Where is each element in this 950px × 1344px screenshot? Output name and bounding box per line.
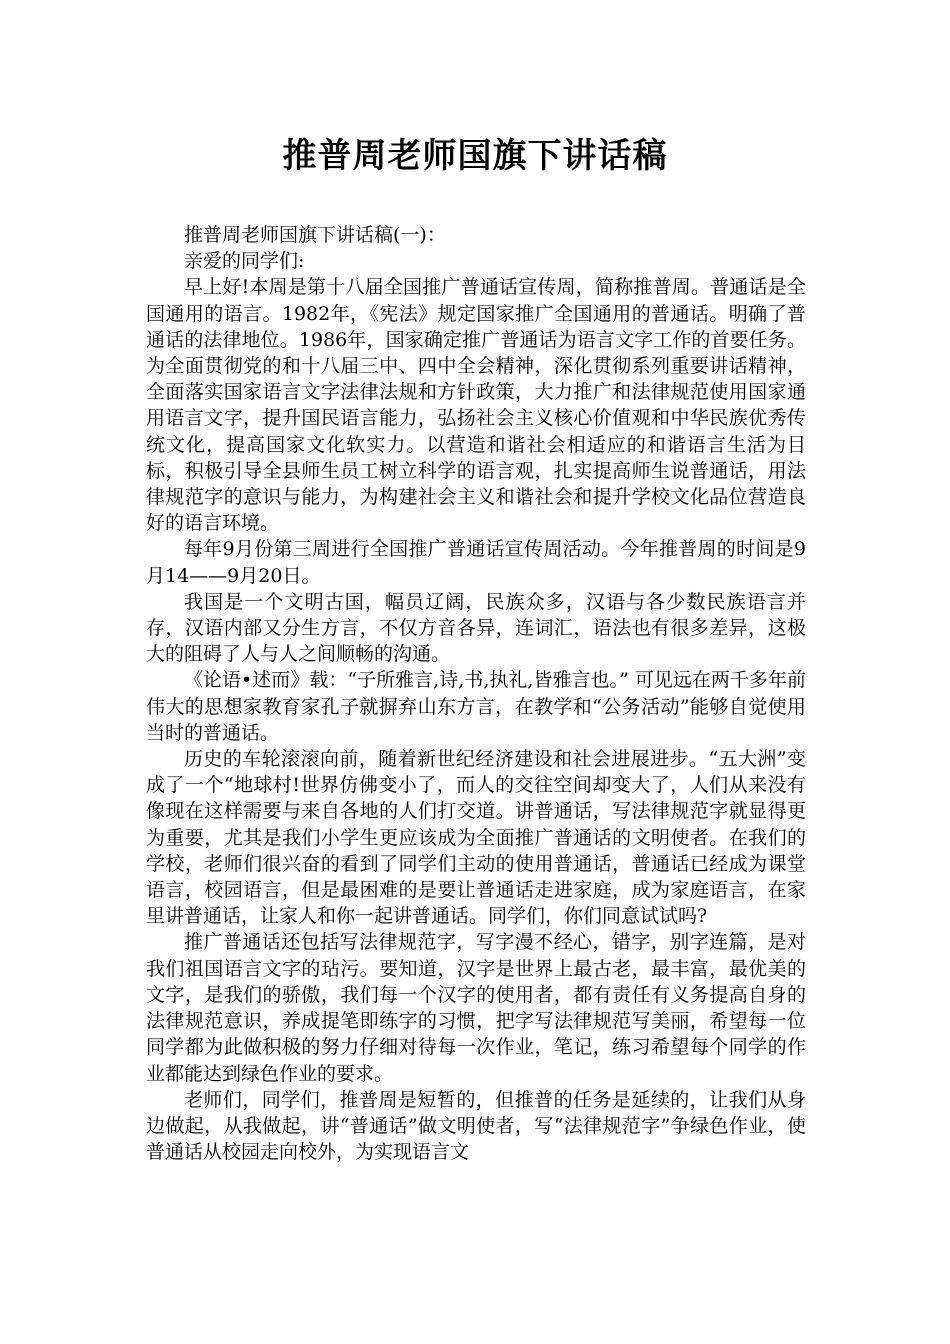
document-body — [146, 222, 806, 1165]
paragraph-salutation: 亲爱的同学们: — [184, 250, 305, 273]
paragraph: 我国是一个文明古国，幅员辽阔，民族众多，汉语与各少数民族语言并存，汉语内部又分生方言，不仅方音各异，连词汇，语法也有很多差异，这极大的阻碍了人与人之间顺畅的沟通。 — [146, 590, 806, 666]
paragraph: 历史的车轮滚滚向前，随着新世纪经济建设和社会进展进步。“五大洲”变成了一个“地球村!世界仿佛变小了，而人的交往空间却变大了，人们从来没有像现在这样需要与来自各地的人们打交道。讲普通话，写法律规范字就显得更为重要，尤其是我们小学生更应该成为全面推广普通话的文明使者。在我们的学校，老师们很兴奋的看到了同学们主动的使用普通话，普通话已经成为课堂语言，校园语言，但是最困难的是要让普通话走进家庭，成为家庭语言，在家里讲普通话，让家人和你一起讲普通话。同学们，你们同意试试吗? — [146, 748, 806, 928]
paragraph: 早上好!本周是第十八届全国推广普通话宣传周，简称推普周。普通话是全国通用的语言。1982年，《宪法》规定国家推广全国通用的普通话。明确了普通话的法律地位。1986年，国家确定推广普通话为语言文字工作的首要任务。为全面贯彻党的和十八届三中、四中全会精神，深化贯彻系列重要讲话精神，全面落实国家语言文字法律法规和方针政策，大力推广和法律规范使用国家通用语言文字，提升国民语言能力，弘扬社会主义核心价值观和中华民族优秀传统文化，提高国家文化软实力。以营造和谐社会相适应的和谐语言生活为目标，积极引导全县师生员工树立科学的语言观，扎实提高师生说普通话，用法律规范字的意识与能力，为构建社会主义和谐社会和提升学校文化品位营造良好的语言环境。 — [146, 276, 806, 535]
paragraph-subtitle: 推普周老师国旗下讲话稿(一)： — [184, 224, 446, 246]
paragraph: 老师们，同学们，推普周是短暂的，但推普的任务是延续的，让我们从身边做起，从我做起，讲“普通话”做文明使者，写“法律规范字”争绿色作业，使普通话从校园走向校外，为实现语言文 — [146, 1088, 806, 1164]
paragraph: 《论语•述而》载：“子所雅言,诗,书,执礼,皆雅言也。” 可见远在两千多年前伟大的思想家教育家孔子就摒弃山东方言，在教学和“公务活动”能够自觉使用当时的普通话。 — [146, 669, 806, 744]
paragraph: 推广普通话还包括写法律规范字，写字漫不经心，错字，别字连篇，是对我们祖国语言文字的玷污。要知道，汉字是世界上最古老，最丰富，最优美的文字，是我们的骄傲，我们每一个汉字的使用者，都有责任有义务提高自身的法律规范意识，养成提笔即练字的习惯，把字写法律规范写美丽，希望每一位同学都为此做积极的努力仔细对待每一次作业，笔记，练习希望每个同学的作业都能达到绿色作业的要求。 — [146, 931, 806, 1085]
paragraph: 每年9月份第三周进行全国推广普通话宣传周活动。今年推普周的时间是9月14——9月20日。 — [146, 538, 806, 587]
document-title: 推普周老师国旗下讲话稿 — [282, 136, 668, 176]
